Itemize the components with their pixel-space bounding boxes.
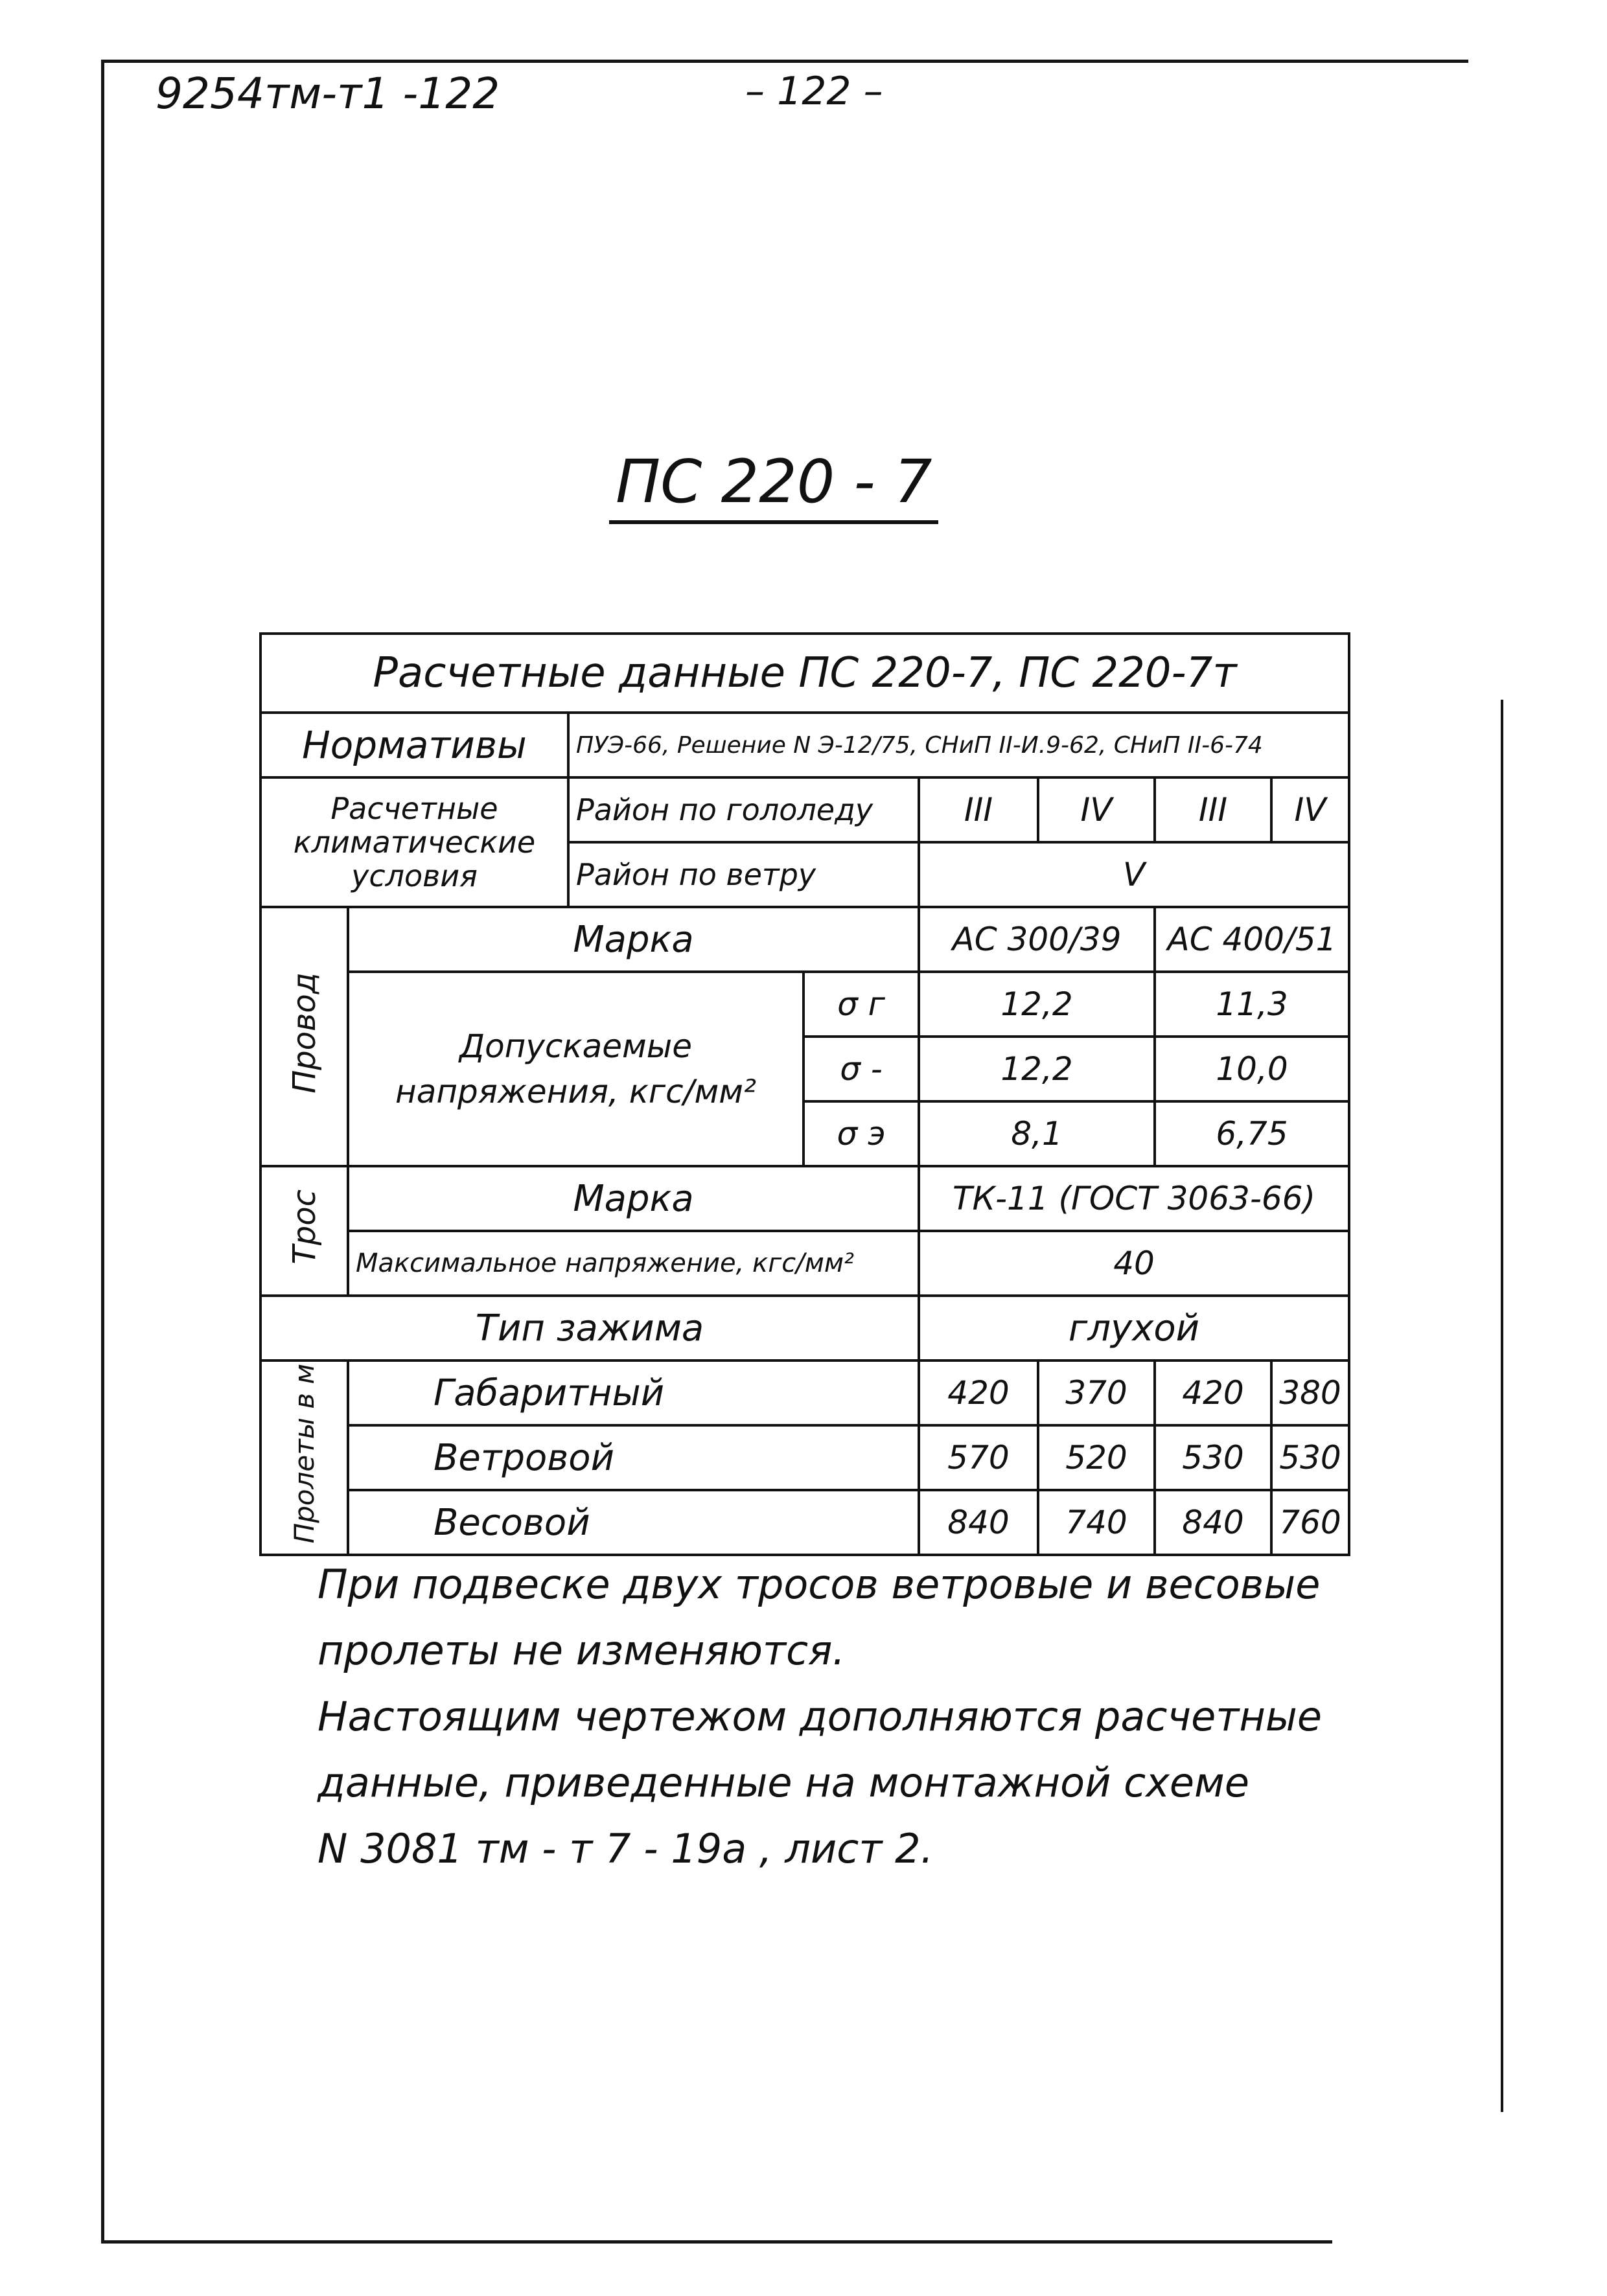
span-label: Весовой (348, 1490, 919, 1555)
span-value: 530 (1271, 1425, 1349, 1490)
cable-max-stress-row (260, 1231, 1349, 1296)
span-row (260, 1425, 1349, 1490)
span-value: 840 (919, 1490, 1038, 1555)
span-value: 570 (919, 1425, 1038, 1490)
page-number: – 122 – (745, 69, 883, 114)
page-title: ПС 220 - 7 (609, 447, 938, 524)
stress-value: 12,2 (919, 1037, 1155, 1101)
stress-symbol: σ э (804, 1101, 919, 1166)
ice-region-row (260, 777, 1349, 842)
normatives-value: ПУЭ-66, Решение N Э-12/75, СНиП II-И.9-62, СНиП II-6-74 (568, 713, 1349, 777)
ice-region-value: III (1155, 777, 1271, 842)
span-label: Габаритный (348, 1360, 919, 1425)
cable-brand-label: Марка (348, 1166, 919, 1231)
clamp-type-value: глухой (919, 1296, 1349, 1360)
span-row (260, 1360, 1349, 1425)
span-value: 840 (1155, 1490, 1271, 1555)
climate-conditions-label: Расчетные климатические условия (260, 777, 568, 907)
wire-brand-row (260, 907, 1349, 972)
cable-group-label (260, 1166, 348, 1296)
normatives-row (260, 713, 1349, 777)
design-data-table (259, 632, 1350, 1556)
clamp-type-row (260, 1296, 1349, 1360)
note-line: При подвеске двух тросов ветровые и весовые (318, 1561, 1321, 1608)
frame-left-border (101, 60, 104, 2243)
max-stress-value: 40 (919, 1231, 1349, 1296)
ice-region-value: III (919, 777, 1038, 842)
stress-symbol: σ - (804, 1037, 919, 1101)
table-caption-row (260, 634, 1349, 713)
note-line: данные, приведенные на монтажной схеме (318, 1759, 1249, 1806)
frame-top-border (101, 60, 1468, 63)
stress-symbol: σ г (804, 972, 919, 1037)
stress-value: 12,2 (919, 972, 1155, 1037)
normatives-label: Нормативы (260, 713, 568, 777)
stress-value: 10,0 (1155, 1037, 1349, 1101)
wire-brand-value: АС 300/39 (919, 907, 1155, 972)
span-row (260, 1490, 1349, 1555)
ice-region-value: IV (1271, 777, 1349, 842)
cable-brand-row (260, 1166, 1349, 1231)
spans-group-text: Пролеты в м (288, 1364, 320, 1544)
cable-group-text: Трос (286, 1189, 323, 1265)
span-value: 760 (1271, 1490, 1349, 1555)
span-value: 520 (1038, 1425, 1155, 1490)
cable-brand-value: ТК-11 (ГОСТ 3063-66) (919, 1166, 1349, 1231)
max-stress-label: Максимальное напряжение, кгс/мм² (348, 1231, 919, 1296)
wire-stress-row (260, 972, 1349, 1037)
wind-region-value: V (919, 842, 1349, 907)
wind-region-label: Район по ветру (568, 842, 919, 907)
notes-block (318, 1552, 1322, 1882)
frame-right-border (1501, 700, 1503, 2112)
stress-value: 6,75 (1155, 1101, 1349, 1166)
span-value: 420 (919, 1360, 1038, 1425)
span-value: 530 (1155, 1425, 1271, 1490)
ice-region-label: Район по гололеду (568, 777, 919, 842)
wire-group-text: Провод (286, 972, 323, 1094)
wire-brand-label: Марка (348, 907, 919, 972)
note-line: пролеты не изменяются. (318, 1627, 846, 1674)
document-code: 9254тм-т1 -122 (156, 69, 500, 119)
wire-brand-value: АС 400/51 (1155, 907, 1349, 972)
clamp-type-label: Тип зажима (260, 1296, 919, 1360)
span-value: 370 (1038, 1360, 1155, 1425)
stress-value: 8,1 (919, 1101, 1155, 1166)
table-caption: Расчетные данные ПС 220-7, ПС 220-7т (260, 634, 1349, 713)
stress-value: 11,3 (1155, 972, 1349, 1037)
span-value: 740 (1038, 1490, 1155, 1555)
span-label: Ветровой (348, 1425, 919, 1490)
ice-region-value: IV (1038, 777, 1155, 842)
wire-group-label (260, 907, 348, 1166)
span-value: 380 (1271, 1360, 1349, 1425)
frame-bottom-border (101, 2240, 1332, 2244)
note-line: N 3081 тм - т 7 - 19а , лист 2. (318, 1825, 934, 1872)
spans-group-label (260, 1360, 348, 1555)
allowable-stress-label: Допускаемые напряжения, кгс/мм² (348, 972, 804, 1166)
span-value: 420 (1155, 1360, 1271, 1425)
note-line: Настоящим чертежом дополняются расчетные (318, 1693, 1322, 1740)
